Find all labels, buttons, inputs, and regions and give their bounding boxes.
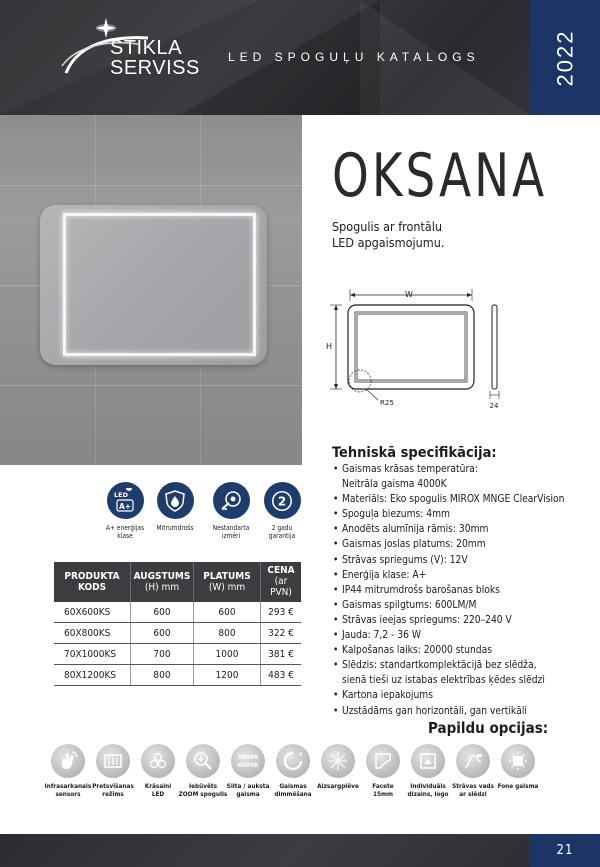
option-cable-switch: Strāvas vads ar slēdzi bbox=[447, 744, 499, 798]
col-header-price: CENA (ar PVN) bbox=[261, 562, 302, 602]
header-banner bbox=[0, 0, 600, 115]
cell-code: 60X600KS bbox=[54, 602, 131, 623]
mirror-image bbox=[40, 205, 267, 365]
options-title: Papildu opcijas: bbox=[428, 719, 549, 737]
year-tab bbox=[530, 0, 600, 115]
cell-price: 322 € bbox=[261, 623, 302, 644]
option-rgb-led: Krāsaini LED bbox=[132, 744, 184, 798]
cell-width: 600 bbox=[194, 602, 261, 623]
spec-item: • Gaismas spilgtums: 600LM/M bbox=[333, 598, 593, 613]
cell-width: 800 bbox=[194, 623, 261, 644]
cell-price: 381 € bbox=[261, 644, 302, 665]
warranty-2-icon bbox=[264, 482, 301, 519]
heater-grid-icon bbox=[96, 744, 130, 778]
spec-item: • Slēdzis: standartkomplektācijā bez slēdža, bbox=[333, 658, 593, 673]
tape-measure-icon bbox=[213, 482, 250, 519]
spec-item: • Gaismas joslas platums: 20mm bbox=[333, 537, 593, 552]
dimension-diagram bbox=[322, 283, 522, 413]
cell-price: 293 € bbox=[261, 602, 302, 623]
feature-warranty: 2 2 gadu garantija bbox=[257, 482, 307, 540]
facet-icon bbox=[366, 744, 400, 778]
table-header-row bbox=[54, 562, 301, 602]
spec-item: • Materiāls: Eko spogulis MIROX MNGE ClearVision bbox=[333, 492, 593, 507]
spec-item: • Strāvas spriegums (V): 12V bbox=[333, 553, 593, 568]
option-facet: Facete 15mm bbox=[357, 744, 409, 798]
spec-item: • Jauda: 7,2 - 36 W bbox=[333, 628, 593, 643]
cell-height: 700 bbox=[131, 644, 194, 665]
dimmer-icon bbox=[276, 744, 310, 778]
spec-list bbox=[333, 462, 593, 719]
cell-height: 600 bbox=[131, 602, 194, 623]
product-table bbox=[54, 562, 301, 686]
col-header-code: PRODUKTA KODS bbox=[54, 562, 131, 602]
depth-label: 24 bbox=[489, 402, 499, 410]
product-photo bbox=[0, 115, 302, 465]
catalog-title: LED SPOGUĻU KATALOGS bbox=[228, 50, 480, 64]
year-label: 2022 bbox=[551, 29, 577, 86]
cable-switch-icon bbox=[456, 744, 490, 778]
logo-wordmark: STIKLA SERVISS bbox=[110, 37, 200, 79]
color-temperature-icon bbox=[231, 744, 265, 778]
width-label: W bbox=[405, 290, 413, 299]
table-row bbox=[54, 602, 301, 623]
spec-item: • IP44 mitrumdrošs barošanas bloks bbox=[333, 583, 593, 598]
cell-code: 60X800KS bbox=[54, 623, 131, 644]
cell-width: 1200 bbox=[194, 665, 261, 686]
cell-width: 1000 bbox=[194, 644, 261, 665]
footer-bar bbox=[0, 834, 600, 867]
option-dimming: Gaismas dimmēšana bbox=[267, 744, 319, 798]
hand-wave-sensor-icon bbox=[51, 744, 85, 778]
product-title: OKSANA bbox=[332, 142, 548, 211]
option-custom-design: Individuāls dizains, logo bbox=[402, 744, 454, 798]
col-header-width: PLATUMS (W) mm bbox=[194, 562, 261, 602]
spec-item: • Gaismas krāsas temperatūra: bbox=[333, 462, 593, 477]
table-row bbox=[54, 644, 301, 665]
water-drop-shield-icon bbox=[157, 482, 194, 519]
option-protective-film: Aizsargplēve bbox=[312, 744, 364, 791]
option-warm-cold-light: 3000K 6000K Silta / auksta gaisma bbox=[222, 744, 274, 798]
background-light-icon bbox=[501, 744, 535, 778]
options-row bbox=[42, 744, 562, 814]
zoom-mirror-icon bbox=[186, 744, 220, 778]
spec-item: • Spoguļa biezums: 4mm bbox=[333, 507, 593, 522]
anti-fog-icon bbox=[321, 744, 355, 778]
spec-item: Neitrāla gaisma 4000K bbox=[342, 479, 447, 491]
table-row bbox=[54, 623, 301, 644]
table-row bbox=[54, 665, 301, 686]
led-frame bbox=[63, 213, 256, 356]
cell-price: 483 € bbox=[261, 665, 302, 686]
svg-text:3000K: 3000K bbox=[237, 754, 259, 761]
feature-moisture: Mitrumdrošs bbox=[150, 482, 200, 532]
svg-text:2: 2 bbox=[277, 494, 287, 508]
cell-code: 80X1200KS bbox=[54, 665, 131, 686]
feature-custom-size: Nestandarta izmēri bbox=[206, 482, 256, 540]
spec-item: • Uzstādāms gan horizontāli, gan vertikāli bbox=[333, 704, 593, 719]
option-background-light: Fone gaisma bbox=[492, 744, 544, 791]
svg-text:A+: A+ bbox=[118, 501, 132, 511]
spec-item: sienā tieši uz istabas elektrības ķēdes slēdzi bbox=[342, 675, 545, 687]
spec-item: • Kartona iepakojums bbox=[333, 688, 593, 703]
svg-text:LED: LED bbox=[114, 490, 128, 499]
radius-label: R25 bbox=[380, 399, 394, 407]
page-number: 21 bbox=[530, 834, 600, 867]
custom-design-icon bbox=[411, 744, 445, 778]
cell-height: 800 bbox=[131, 665, 194, 686]
option-anti-fog-heater: Pretsvīšanas režīms bbox=[87, 744, 139, 798]
spec-item: • Enerģija klase: A+ bbox=[333, 568, 593, 583]
product-subtitle: Spogulis ar frontālu LED apgaismojumu. bbox=[332, 219, 445, 250]
cell-height: 600 bbox=[131, 623, 194, 644]
spec-title: Tehniskā specifikācija: bbox=[332, 445, 497, 461]
spec-item: • Strāvas ieejas spriegums: 220–240 V bbox=[333, 613, 593, 628]
height-label: H bbox=[325, 342, 332, 351]
feature-energy: LED A+ A+ enerģijas klase bbox=[100, 482, 150, 540]
svg-text:6000K: 6000K bbox=[237, 762, 259, 769]
led-energy-icon bbox=[107, 482, 144, 519]
col-header-height: AUGSTUMS (H) mm bbox=[131, 562, 194, 602]
option-zoom-mirror: Iebūvēts ZOOM spogulis bbox=[177, 744, 229, 798]
option-ir-sensor: Infrasarkanais sensors bbox=[42, 744, 94, 798]
spec-item: • Kalpošanas laiks: 20000 stundas bbox=[333, 643, 593, 658]
rgb-led-icon bbox=[141, 744, 175, 778]
feature-icons bbox=[100, 482, 305, 552]
cell-code: 70X1000KS bbox=[54, 644, 131, 665]
spec-item: • Anodēts alumīnija rāmis: 30mm bbox=[333, 522, 593, 537]
